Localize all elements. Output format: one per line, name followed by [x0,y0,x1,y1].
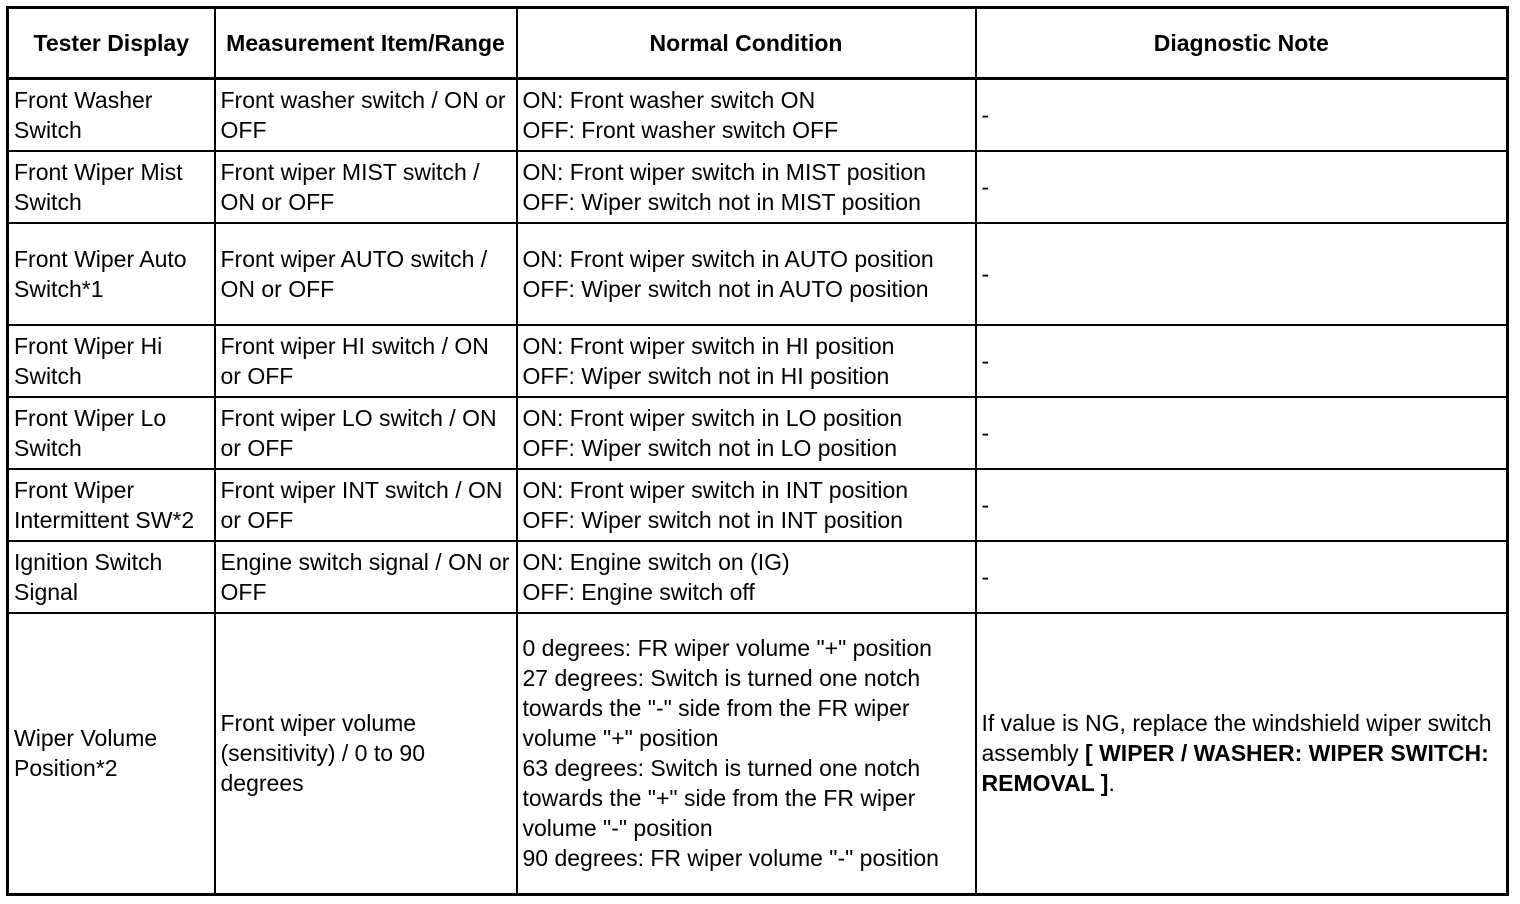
normal-condition-line: ON: Front wiper switch in MIST position [522,158,926,185]
repair-reference-link[interactable]: [ WIPER / WASHER: WIPER SWITCH: REMOVAL ] [981,740,1489,797]
measurement-cell: Front wiper LO switch / ON or OFF [215,397,517,469]
note-period: . [1108,770,1115,797]
normal-condition-cell [517,613,976,895]
tester-display-cell: Front Wiper Hi Switch [8,325,215,397]
normal-condition-cell [517,151,976,223]
diagnostic-note-cell: - [976,469,1508,541]
measurement-cell: Engine switch signal / ON or OFF [215,541,517,613]
normal-condition-line: OFF: Wiper switch not in LO position [522,434,898,461]
normal-condition-line: ON: Front washer switch ON [522,86,816,113]
table-row [8,223,1508,325]
table-row [8,613,1508,895]
table-row [8,79,1508,151]
tester-display-cell: Wiper Volume Position*2 [8,613,215,895]
normal-condition-line: OFF: Wiper switch not in HI position [522,362,890,389]
tester-display-cell: Front Wiper Lo Switch [8,397,215,469]
normal-condition-cell [517,541,976,613]
normal-condition-line: OFF: Front washer switch OFF [522,116,839,143]
measurement-cell: Front wiper volume (sensitivity) / 0 to 90 degrees [215,613,517,895]
header-diagnostic-note: Diagnostic Note [976,8,1508,79]
normal-condition-line: ON: Engine switch on (IG) [522,548,790,575]
normal-condition-line: ON: Front wiper switch in AUTO position [522,245,934,272]
tester-display-cell: Front Wiper Mist Switch [8,151,215,223]
measurement-cell: Front wiper AUTO switch / ON or OFF [215,223,517,325]
normal-condition-line: 0 degrees: FR wiper volume "+" position [522,635,932,662]
diagnostic-note-cell: - [976,79,1508,151]
measurement-cell: Front wiper MIST switch / ON or OFF [215,151,517,223]
diagnostic-note-cell: - [976,151,1508,223]
normal-condition-line: 63 degrees: Switch is turned one notch towards the "+" side from the FR wiper volume "-" position [522,755,921,842]
diagnostic-note-cell: - [976,223,1508,325]
normal-condition-line: ON: Front wiper switch in LO position [522,404,903,431]
diagnostic-table [6,6,1509,896]
tester-display-cell: Front Wiper Intermittent SW*2 [8,469,215,541]
table-row [8,469,1508,541]
normal-condition-line: OFF: Wiper switch not in INT position [522,506,903,533]
normal-condition-cell [517,469,976,541]
normal-condition-line: 27 degrees: Switch is turned one notch towards the "-" side from the FR wiper volume "+" position [522,665,921,752]
normal-condition-line: OFF: Wiper switch not in AUTO position [522,275,929,302]
table-row [8,325,1508,397]
header-tester-display: Tester Display [8,8,215,79]
normal-condition-line: OFF: Wiper switch not in MIST position [522,188,921,215]
table-row [8,151,1508,223]
diagnostic-note-cell: - [976,541,1508,613]
normal-condition-cell [517,325,976,397]
normal-condition-cell [517,223,976,325]
normal-condition-line: 90 degrees: FR wiper volume "-" position [522,845,939,872]
header-row [8,8,1508,79]
tester-display-cell: Ignition Switch Signal [8,541,215,613]
tester-display-cell: Front Wiper Auto Switch*1 [8,223,215,325]
measurement-cell: Front washer switch / ON or OFF [215,79,517,151]
table-row [8,397,1508,469]
normal-condition-line: OFF: Engine switch off [522,578,755,605]
diagnostic-note-cell: - [976,325,1508,397]
tester-display-cell: Front Washer Switch [8,79,215,151]
normal-condition-cell [517,79,976,151]
diagnostic-note-cell [976,613,1508,895]
normal-condition-cell [517,397,976,469]
normal-condition-line: ON: Front wiper switch in INT position [522,476,909,503]
header-measurement-item: Measurement Item/Range [215,8,517,79]
note-text: If value is NG, replace the windshield wiper switch assembly [981,710,1492,767]
table-row [8,541,1508,613]
measurement-cell: Front wiper HI switch / ON or OFF [215,325,517,397]
measurement-cell: Front wiper INT switch / ON or OFF [215,469,517,541]
normal-condition-line: ON: Front wiper switch in HI position [522,332,895,359]
diagnostic-note-cell: - [976,397,1508,469]
header-normal-condition: Normal Condition [517,8,976,79]
